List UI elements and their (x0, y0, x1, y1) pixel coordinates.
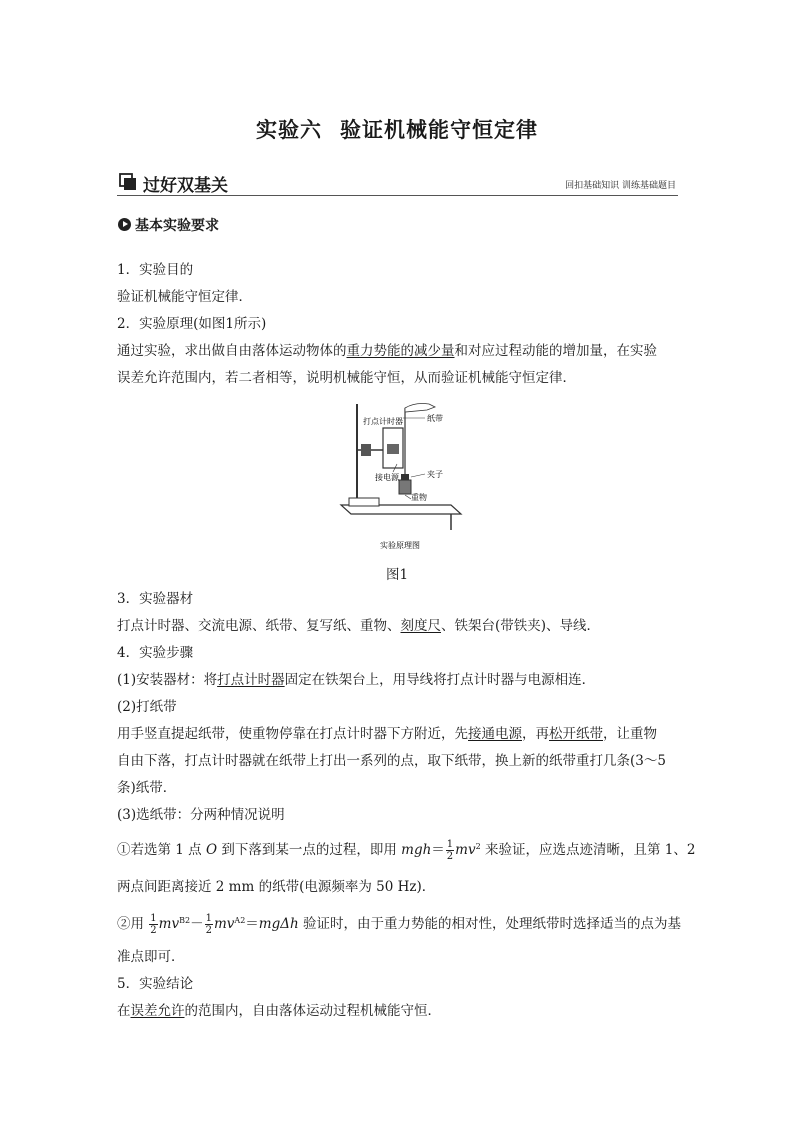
s5-heading: 5．实验结论 (117, 976, 194, 992)
figure-caption: 图1 (385, 567, 409, 583)
s4-case1-line1: ①若选第 1 点 O 到下落到某一点的过程，即用 mgh＝ $\frac{1}{2}$ $mv^2$ 来验证，应选点迹清晰，且第 1、2 (117, 839, 696, 862)
s4-step2-heading: (2)打纸带 (117, 699, 177, 715)
banner-tagline: 回扣基础知识 训练基础题目 (565, 181, 676, 191)
apparatus-figure (335, 400, 465, 555)
underlined-term: 打点计时器 (217, 672, 285, 688)
s2-heading: 2．实验原理(如图1所示) (117, 316, 267, 332)
banner-label: 过好双基关 (143, 176, 228, 196)
s3-body: 打点计时器、交流电源、纸带、复写纸、重物、刻度尺、铁架台(带铁夹)、导线． (117, 618, 601, 634)
s4-heading: 4．实验步骤 (117, 645, 194, 661)
stand-base (349, 498, 379, 506)
play-circle-icon (118, 218, 131, 231)
fraction: $\frac{1}{2}$ (446, 839, 454, 862)
underlined-term: 重力势能的 (346, 343, 414, 359)
hand-shape (405, 404, 435, 413)
s1-body: 验证机械能守恒定律． (117, 289, 252, 305)
section-banner (117, 170, 678, 196)
timer-coil (387, 444, 399, 454)
clip (401, 474, 409, 480)
s4-case2-line2: 准点即可． (117, 949, 185, 965)
s2-line2: 误差允许范围内，若二者相等，说明机械能守恒，从而验证机械能守恒定律． (117, 370, 576, 386)
title-part1: 实验六 (256, 118, 322, 142)
s3-heading: 3．实验器材 (117, 591, 194, 607)
underlined-term: 接通电源 (468, 726, 522, 742)
s4-case2-line1: ②用 $\frac{1}{2}$ $mv^{B2}-$ $\frac{1}{2}$ $mv^{A2}=mg\Delta h$ 验证时，由于重力势能的相对性，处理纸带时选择适当的点为基 (117, 913, 681, 936)
fraction: $\frac{1}{2}$ (205, 913, 212, 936)
s4-case1-line2: 两点间距离接近 2 mm 的纸带(电源频率为 50 Hz)． (117, 879, 436, 895)
subheading (118, 215, 219, 235)
subheading-text: 基本实验要求 (135, 218, 219, 234)
label-clip: 夹子 (427, 470, 443, 479)
clamp-block (361, 444, 371, 456)
stacked-squares-icon (119, 173, 137, 191)
label-tape: 纸带 (427, 414, 443, 423)
s4-step1: (1)安装器材：将打点计时器固定在铁架台上，用导线将打点计时器与电源相连． (117, 672, 596, 688)
underlined-term: 刻度尺 (400, 618, 441, 634)
s4-step3-heading: (3)选纸带：分两种情况说明 (117, 807, 285, 823)
figure-inner-caption: 实验原理图 (380, 541, 420, 550)
s4-step2-line1: 用手竖直提起纸带，使重物停靠在打点计时器下方附近，先接通电源，再松开纸带，让重物 (117, 726, 657, 742)
title-part2: 验证机械能守恒定律 (340, 118, 538, 142)
s4-step2-line3: 条)纸带． (117, 780, 177, 796)
s2-line1: 通过实验，求出做自由落体运动物体的重力势能的减少量和对应过程动能的增加量，在实验 (117, 343, 657, 359)
label-weight: 重物 (411, 493, 427, 502)
label-power: 接电源 (375, 473, 399, 482)
underlined-term: 误差允许 (130, 1003, 185, 1019)
fraction: $\frac{1}{2}$ (150, 913, 157, 936)
s1-heading: 1．实验目的 (117, 262, 194, 278)
weight (399, 480, 411, 494)
label-timer: 打点计时器 (363, 417, 403, 426)
page-title (0, 114, 794, 144)
underlined-term: 松开纸带 (549, 726, 603, 742)
s4-step2-line2: 自由下落，打点计时器就在纸带上打出一系列的点，取下纸带，换上新的纸带重打几条(3～5 (117, 753, 666, 769)
underlined-term: 减少量 (414, 343, 455, 359)
s5-body: 在误差允许的范围内，自由落体运动过程机械能守恒． (117, 1003, 441, 1019)
